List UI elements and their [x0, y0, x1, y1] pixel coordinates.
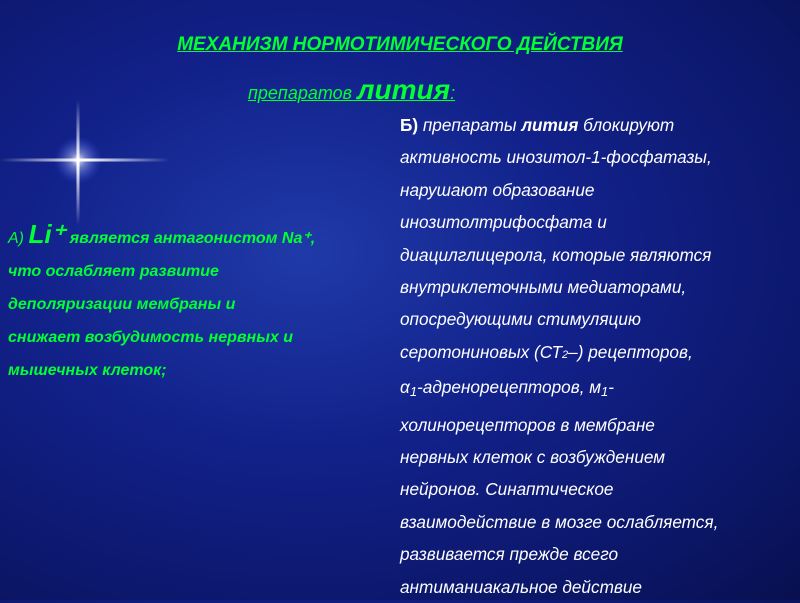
right-line: активность инозитол-1-фосфатазы, [400, 147, 712, 168]
slide-subtitle [248, 74, 455, 106]
right-line [400, 371, 798, 408]
right-line [400, 109, 798, 141]
right-paragraph [400, 109, 798, 603]
right-line: холинорецепторов в мембране [400, 414, 655, 435]
subscript: 1 [409, 384, 418, 400]
right-line-text: препараты [418, 115, 522, 135]
left-paragraph [8, 218, 386, 387]
left-line-text: является антагонистом Na⁺, [65, 230, 316, 247]
right-line: опосредующими стимуляцию [400, 309, 641, 330]
right-line: антиманиакальное действие [400, 576, 642, 597]
lithium-word: лития [521, 115, 579, 135]
hyphen: - [608, 377, 615, 398]
right-line: нервных клеток с возбуждением [400, 447, 666, 468]
right-line: взаимодействие в мозге ослабляется, [400, 511, 719, 532]
subtitle-prefix: препаратов [248, 83, 353, 103]
serotonin-text-end: –) рецепторов, [568, 341, 693, 362]
subtitle-emphasis: лития [357, 74, 451, 105]
left-line: снижает возбудимость нервных и [8, 329, 293, 346]
right-line: нейронов. Синаптическое [400, 479, 614, 500]
left-line: что ослабляет развитие [8, 263, 219, 280]
adrenoreceptor-text: -адренорецепторов, м [417, 377, 602, 398]
right-line: диацилглицерола, которые являются [400, 244, 712, 265]
right-line-text: блокируют [578, 115, 675, 135]
left-line: деполяризации мембраны и [8, 296, 236, 313]
subscript: 1 [601, 384, 609, 400]
right-line: инозитолтрифосфата и [400, 212, 607, 233]
right-line [400, 336, 798, 371]
item-label-b: Б) [400, 115, 419, 135]
item-label-a: А) [8, 230, 24, 247]
left-line [8, 218, 386, 255]
alpha-symbol: α [400, 377, 410, 398]
slide-title: МЕХАНИЗМ НОРМОТИМИЧЕСКОГО ДЕЙСТВИЯ [177, 34, 623, 55]
lithium-symbol: Li⁺ [28, 219, 66, 249]
right-line: нарушают образование [400, 179, 595, 200]
subtitle-suffix: : [450, 83, 456, 103]
left-line: мышечных клеток; [8, 362, 167, 379]
right-line: внутриклеточными медиаторами, [400, 277, 687, 298]
right-line: развивается прежде всего [400, 544, 619, 565]
serotonin-text: серотониновых (СТ [400, 341, 563, 362]
subscript: 2 [562, 348, 569, 361]
